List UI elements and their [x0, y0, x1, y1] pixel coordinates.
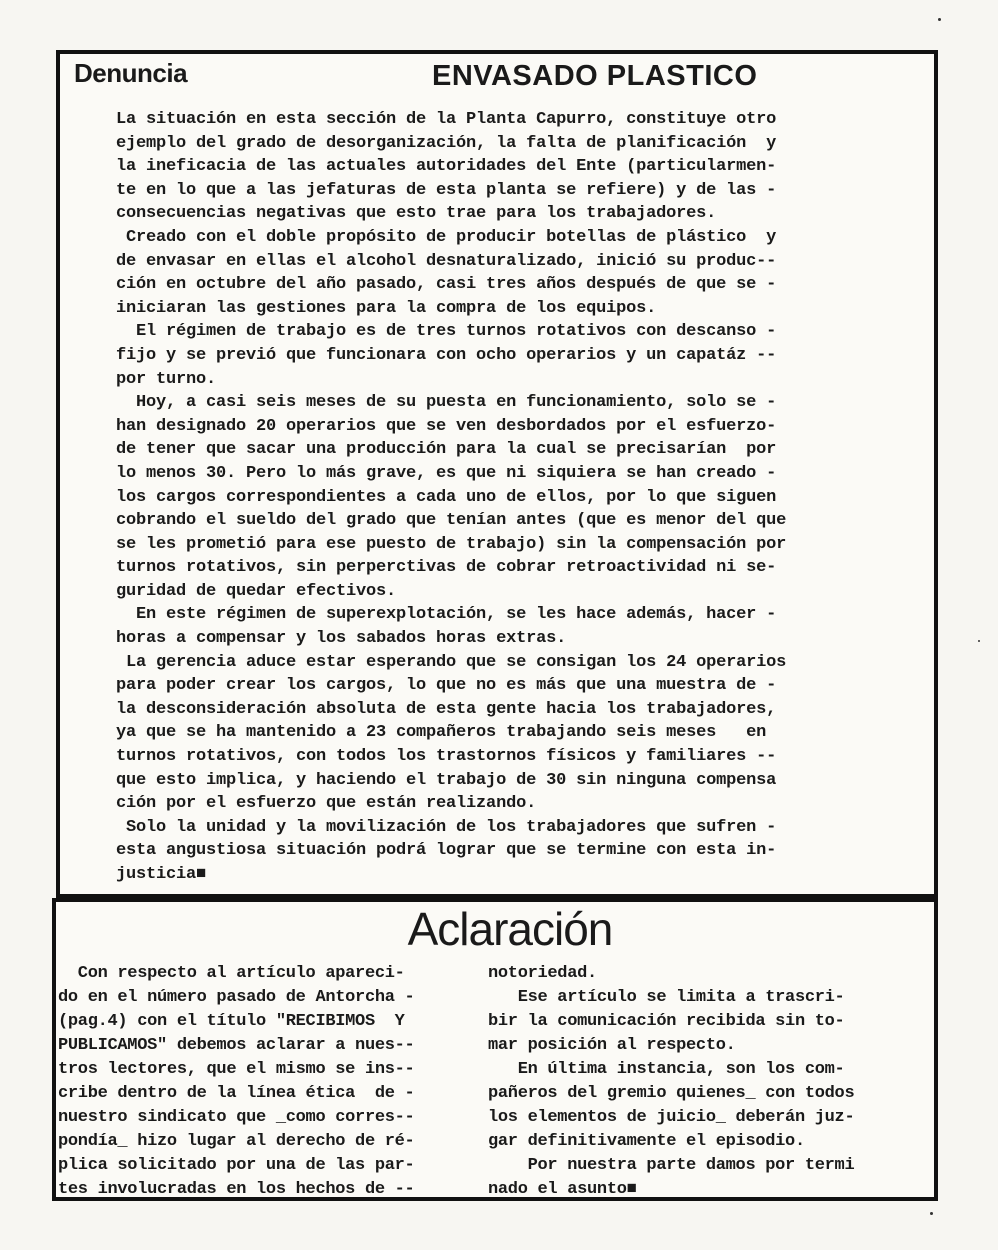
section-label: Denuncia — [74, 58, 188, 88]
aclaracion-box — [52, 898, 938, 1201]
denuncia-article-box — [56, 50, 938, 898]
newsletter-page — [52, 50, 940, 1200]
paper-speck — [978, 640, 980, 642]
paper-speck — [930, 1212, 933, 1215]
article-headline: ENVASADO PLASTICO — [432, 60, 758, 92]
aclaracion-title: Aclaración — [407, 903, 613, 955]
aclaracion-right-column: notoriedad. Ese artículo se limita a trascri- bir la comunicación recibida sin to- mar posición al respecto. En última instancia, son los com- pañeros del gremio quienes_ con todos los elementos de juicio_ deberán juz- gar definitivamente el episodio. Por nuestra parte damos por termi nado el asunto■ — [488, 964, 855, 1199]
article-body: La situación en esta sección de la Planta Capurro, constituye otro ejemplo del grado de desorganización, la falta de planificación y la ineficacia de las actuales autoridades del Ente (particularmen- te en lo que a las jefaturas de esta planta se refiere) y de las - consecuencias negativas que esto trae para los trabajadores. Creado con el doble propósito de producir botellas de plástico y de envasar en ellas el alcohol desnaturalizado, inició su produc-- ción en octubre del año pasado, casi tres años después de que se - iniciaran las gestiones para la compra de los equipos. El régimen de trabajo es de tres turnos rotativos con descanso - fijo y se previó que funcionara con ocho operarios y un capatáz -- por turno. Hoy, a casi seis meses de su puesta en funcionamiento, solo se - han designado 20 operarios que se ven desbordados por el esfuerzo- de tener que sacar una producción para la cual se precisarían por lo menos 30. Pero lo más grave, es que ni siquiera se han creado - los cargos correspondientes a cada uno de ellos, por lo que siguen cobrando el sueldo del grado que tenían antes (que es menor del que se les prometió para ese puesto de trabajo) sin la compensación por turnos rotativos, sin perperctivas de cobrar retroactividad ni se- guridad de quedar efectivos. En este régimen de superexplotación, se les hace además, hacer - horas a compensar y los sabados horas extras. La gerencia aduce estar esperando que se consigan los 24 operarios para poder crear los cargos, lo que no es más que una muestra de - la desconsideración absoluta de esta gente hacia los trabajadores, ya que se ha mantenido a 23 compañeros trabajando seis meses en turnos rotativos, con todos los trastornos físicos y familiares -- que esto implica, y haciendo el trabajo de 30 sin ninguna compensa ción por el esfuerzo que están realizando. Solo la unidad y la movilización de los trabajadores que sufren - esta angustiosa situación podrá lograr que se termine con esta in- justicia■ — [116, 110, 787, 884]
paper-speck — [938, 18, 941, 21]
aclaracion-left-column: Con respecto al artículo apareci- do en el número pasado de Antorcha - (pag.4) con el título "RECIBIMOS Y PUBLICAMOS" debemos aclarar a nues-- tros lectores, que el mismo se ins-- cribe dentro de la línea ética de - nuestro sindicato que _como corres-- pondía_ hizo lugar al derecho de ré- plica solicitado por una de las par- tes involucradas en los hechos de -- — [58, 964, 415, 1199]
